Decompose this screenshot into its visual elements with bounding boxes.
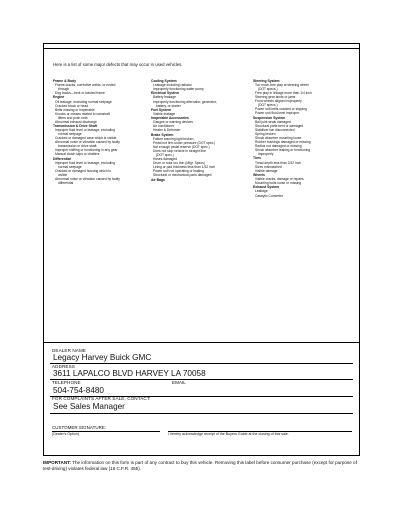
defect-item: Improper fluid level or leakage, excluding xyxy=(55,160,115,165)
complaints-rule xyxy=(50,413,353,414)
defect-heading: Transmission & Drive Shaft xyxy=(53,124,98,129)
defect-section-transmission-drive-shaft xyxy=(53,124,153,156)
defect-item: (DOT spec.) xyxy=(156,153,174,158)
defect-item: Visible cracks, damage or repairs xyxy=(255,177,304,182)
defect-item: Power unit belts cracked or slipping xyxy=(255,107,307,112)
defect-section-frame-body xyxy=(53,79,153,95)
defect-item: Shock absorber leaking or functioning xyxy=(255,148,311,153)
defect-item: Frame-cracks, corrective welds, or rusted xyxy=(55,83,116,88)
defect-item: Cracked or damaged case which is visible xyxy=(55,136,117,141)
email-label: EMAIL xyxy=(172,380,186,385)
defect-section-inoperable-accessories xyxy=(151,116,251,132)
defect-item: Rubber bushings damaged or missing xyxy=(255,140,311,144)
defect-heading: Inoperable Accessories xyxy=(151,116,189,121)
defect-heading: Wheels xyxy=(253,172,265,177)
defect-heading: Tires xyxy=(253,156,262,161)
dealer-section-divider xyxy=(44,342,359,343)
defect-item: Spring broken xyxy=(255,131,276,136)
defect-item: Structural parts bent or damaged xyxy=(255,123,304,128)
defect-item: Not enough pedal reserve (DOT spec.) xyxy=(153,144,210,149)
defect-item: transmission or drive shaft xyxy=(58,144,97,149)
defect-item: differential xyxy=(58,181,74,186)
complaints-label: FOR COMPLAINTS AFTER SALE, CONTACT: xyxy=(52,396,151,401)
defect-item: Visible damage xyxy=(255,168,278,173)
defect-item: Power unit not operating or leaking xyxy=(153,169,204,174)
defect-item: Leakage xyxy=(255,189,268,194)
defect-item: improperly xyxy=(258,152,274,157)
defect-section-differential xyxy=(53,157,153,185)
defects-column-3 xyxy=(253,79,357,198)
dealer-name: Legacy Harvey Buick GMC xyxy=(53,353,152,362)
defect-section-wheels xyxy=(253,173,357,185)
defect-item: Steering gear binds or jams xyxy=(255,95,296,100)
form-frame xyxy=(43,43,360,456)
defect-item: Mounting bolts loose or missing xyxy=(255,181,302,186)
defect-item: Ball joint seals damaged xyxy=(255,119,291,124)
defect-item: Tread depth less than 2/32 inch xyxy=(255,160,302,165)
defect-item: Improper shifting or functioning in any gear xyxy=(55,148,118,153)
defect-item: Too much free play at steering wheel xyxy=(255,83,309,88)
defect-item: Stabilizer bar disconnected xyxy=(255,127,295,132)
defect-section-air-bags xyxy=(151,178,251,182)
defect-item: Gauges or warning devices xyxy=(153,120,193,125)
defect-item: Structural or mechanical parts damaged xyxy=(153,173,212,178)
defects-column-2 xyxy=(151,79,251,182)
defect-section-fuel-system xyxy=(151,108,251,116)
defect-item: Abnormal noise or vibration caused by faulty xyxy=(55,177,120,182)
defect-item: Sizes mismatched xyxy=(255,164,282,169)
defect-heading: Fuel System xyxy=(151,107,171,112)
defect-item: Does not stop vehicle in straight line xyxy=(153,148,206,153)
defect-item: lifters and push rods xyxy=(58,115,88,120)
defect-item: Improperly functioning water pump xyxy=(153,87,204,92)
defect-heading: Electrical System xyxy=(151,91,180,96)
defect-item: Cracked block or head xyxy=(55,103,88,108)
defect-item: Power unit fluid level improper xyxy=(255,111,300,116)
defect-item: Manual clutch slips or chatters xyxy=(55,152,100,157)
important-notice xyxy=(43,460,360,471)
defect-heading: Cooling System xyxy=(151,79,177,83)
defect-item: Improper fluid level or leakage, excluding xyxy=(55,128,115,133)
acknowledge-text: I hereby acknowledge receipt of the Buyers Guide at the closing of this sale. xyxy=(168,432,289,436)
defect-item: Battery leakage xyxy=(153,95,176,100)
defect-section-steering-system xyxy=(253,79,357,115)
defect-section-brake-system xyxy=(151,133,251,178)
defect-heading: Differential xyxy=(53,156,71,161)
intro-text: Here is a list of some major defects that may occur in used vehicles. xyxy=(53,62,183,67)
top-rule xyxy=(44,48,359,49)
defect-item: Free play in linkage more than 1/4 inch xyxy=(255,91,312,96)
defect-item: visible xyxy=(58,172,68,177)
defect-item: normal seepage xyxy=(58,132,82,137)
dealer-option-note: (Dealer's Option) xyxy=(52,432,80,436)
defect-item: Belts missing or inoperable xyxy=(55,107,95,112)
defect-item: Front wheels aligned improperly xyxy=(255,99,302,104)
defect-item: normal seepage xyxy=(58,164,82,169)
defect-section-exhaust-system xyxy=(253,185,357,197)
address-label: ADDRESS xyxy=(52,364,75,369)
defect-item: Improperly functioning alternator, generator, xyxy=(153,99,217,104)
defect-item: Hoses damaged xyxy=(153,157,178,162)
defect-heading: Steering System xyxy=(253,79,280,83)
defect-item: Abnormal exhaust discharge xyxy=(55,119,97,124)
address-rule xyxy=(50,379,353,380)
defect-item: Pedal not firm under pressure (DOT spec.) xyxy=(153,140,216,145)
dealer-name-label: DEALER NAME xyxy=(52,348,87,353)
defect-section-cooling-system xyxy=(151,79,251,91)
dealer-address: 3611 LAPALCO BLVD HARVEY LA 70058 xyxy=(53,369,206,378)
defect-item: battery, or starter xyxy=(156,103,181,108)
customer-signature-label: CUSTOMER SIGNATURE: xyxy=(52,425,107,430)
important-text: The information on this form is part of any contract to buy this vehicle. Removing this label before consumer purchase (except for purpose of test-driving) violates federal law (16 C.F.R. 455). xyxy=(43,460,357,471)
defect-section-engine xyxy=(53,95,153,123)
defect-item: Dog tracks—bent or twisted frame xyxy=(55,91,105,96)
dealer-telephone: 504-754-8480 xyxy=(53,386,104,395)
defect-item: Abnormal noise or vibration caused by faulty xyxy=(55,140,120,145)
defect-heading: Brake System xyxy=(151,132,174,137)
defect-heading: Frame & Body xyxy=(53,79,76,83)
defect-item: Oil leakage, excluding normal seepage xyxy=(55,99,112,104)
defect-section-suspension-system xyxy=(253,116,357,156)
defect-item: through xyxy=(58,87,70,92)
defect-item: Radius rod damaged or missing xyxy=(255,144,302,149)
defect-item: Visible leakage xyxy=(153,111,176,116)
defect-item: Failure warning light broken xyxy=(153,136,194,141)
dealer-name-rule xyxy=(50,363,353,364)
defect-item: Drum or rotor too thin (Mfgr. Specs) xyxy=(153,161,205,166)
defect-item: (DOT specs.) xyxy=(258,103,278,108)
defect-item: Shock absorber mounting loose xyxy=(255,135,302,140)
defect-item: Lining or pad thickness less than 1/32 inch xyxy=(153,165,216,170)
telephone-label: TELEPHONE xyxy=(52,380,81,385)
important-label: IMPORTANT: xyxy=(43,460,71,465)
defect-item: Leakage including radiator xyxy=(153,83,192,88)
defect-heading: Suspension System xyxy=(253,115,286,120)
defect-section-electrical-system xyxy=(151,91,251,107)
defect-item: (DOT specs.) xyxy=(258,87,278,92)
defects-column-1 xyxy=(53,79,153,185)
defect-section-tires xyxy=(253,156,357,172)
defect-heading: Air Bags xyxy=(151,177,165,182)
defect-item: Catalytic Converter xyxy=(255,193,284,198)
defect-heading: Engine xyxy=(53,95,65,100)
defect-item: Cracked or damaged housing which is xyxy=(55,168,111,173)
defect-heading: Exhaust System xyxy=(253,185,280,190)
complaints-contact: See Sales Manager xyxy=(53,402,125,411)
defect-item: Knocks or misses related to camshaft xyxy=(55,111,110,116)
defect-item: Air conditioner xyxy=(153,124,175,129)
defect-item: Heater & Defroster xyxy=(153,128,181,133)
